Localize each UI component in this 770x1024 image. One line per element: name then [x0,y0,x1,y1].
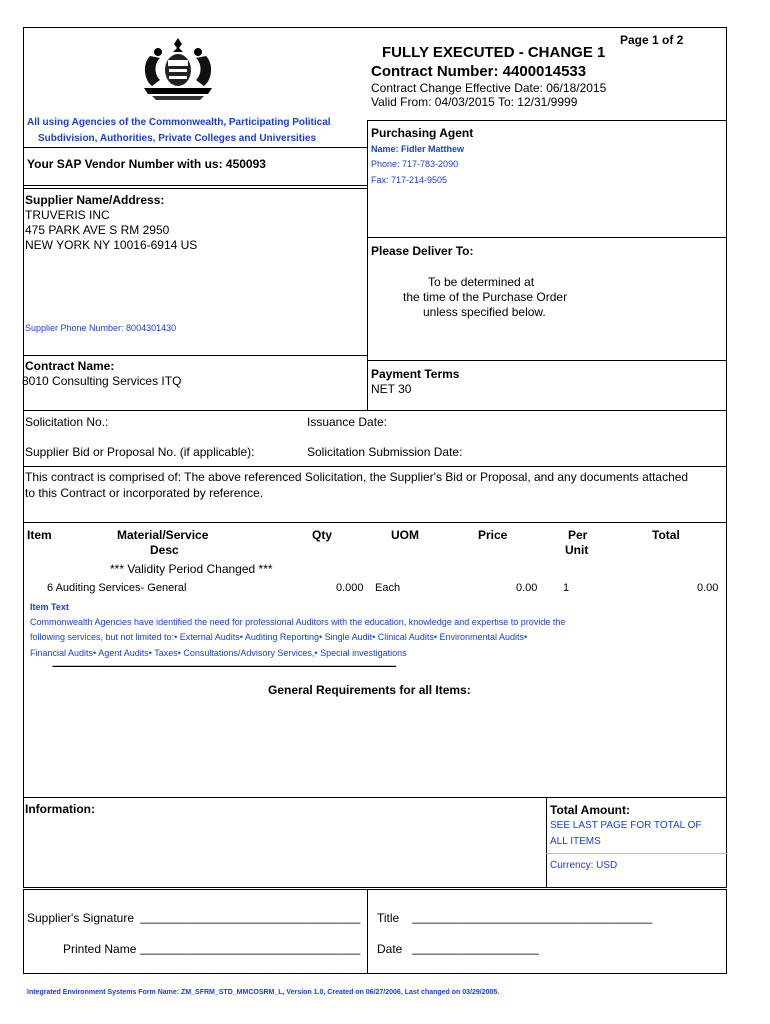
deliver-line-1: To be determined at [428,275,535,289]
payment-terms-label: Payment Terms [371,367,460,381]
supplier-phone: Supplier Phone Number: 8004301430 [25,323,177,333]
contract-name-label: Contract Name: [25,359,115,373]
agent-fax: Fax: 717-214-9505 [371,175,448,185]
supplier-signature-line[interactable]: _________________________________ [140,910,361,924]
commonwealth-seal [138,36,218,102]
item-text-line-1: Commonwealth Agencies have identified the need for professional Auditors with the education, knowledge and expertise to provide the [30,617,566,627]
agent-phone: Phone: 717-783-2090 [371,159,459,169]
total-note-2: ALL ITEMS [550,836,601,847]
date-label: Date [377,942,403,956]
col-total: Total [652,528,680,542]
printed-name-label: Printed Name [63,942,137,956]
supplier-signature-label: Supplier's Signature [27,911,135,925]
agencies-line-2: Subdivision, Authorities, Private Colleges and Universities [38,133,317,144]
solicitation-no: Solicitation No.: [25,415,109,429]
item-text-line-2: following services, but not limited to:• External Audits• Auditing Reporting• Single Audit• Clinical Audits• Environmental Audits• [30,632,528,642]
issuance-date: Issuance Date: [307,415,388,429]
agencies-line-1: All using Agencies of the Commonwealth, Participating Political [27,117,331,128]
col-material: Material/Service [117,528,209,542]
total-amount-label: Total Amount: [550,803,630,817]
deliver-line-2: the time of the Purchase Order [403,290,568,304]
row-qty: 0.000 [336,582,364,594]
general-requirements: General Requirements for all Items: [268,683,471,697]
col-uom: UOM [391,528,419,542]
supplier-name: TRUVERIS INC [25,208,110,222]
page-indicator: Page 1 of 2 [620,33,684,47]
payment-terms-value: NET 30 [371,382,412,396]
validity-changed: *** Validity Period Changed *** [110,562,273,576]
item-text-label: Item Text [30,602,69,612]
agent-name: Name: Fidler Matthew [371,144,465,154]
form-footer: Integrated Environment Systems Form Name: ZM_SFRM_STD_MMCOSRM_L, Version 1.0, Created on 06/27/2006, Last changed on 03/29/2005. [27,989,500,996]
supplier-street: 475 PARK AVE S RM 2950 [25,223,170,237]
information-label: Information: [25,802,95,816]
item-text-line-3: Financial Audits• Agent Audits• Taxes• Consultations/Advisory Services,• Special investigations [30,648,407,658]
row-total: 0.00 [697,582,719,594]
row-desc: 6 Auditing Services- General [47,582,187,594]
printed-name-line[interactable]: _________________________________ [140,941,361,955]
total-note-1: SEE LAST PAGE FOR TOTAL OF [550,820,702,831]
currency: Currency: USD [550,860,618,871]
col-per: Per [568,528,588,542]
title-line[interactable]: ____________________________________ [412,910,653,924]
col-unit: Unit [565,543,589,557]
contract-name-value: 8010 Consulting Services ITQ [22,374,182,388]
comprised-line-1: This contract is comprised of: The above referenced Solicitation, the Supplier's Bid or Proposal, and any documents attached [25,470,689,484]
date-line[interactable]: ___________________ [412,941,539,955]
row-uom: Each [375,582,401,594]
contract-number: Contract Number: 4400014533 [371,63,587,80]
dashed-separator: ---------------------------------------------------------------------------------------------------------------------------------------------------------- [52,661,396,672]
document-title: FULLY EXECUTED - CHANGE 1 [382,44,606,61]
vendor-number: Your SAP Vendor Number with us: 450093 [27,157,266,171]
supplier-city: NEW YORK NY 10016-6914 US [25,238,198,252]
row-per: 1 [563,582,570,594]
bid-proposal-no: Supplier Bid or Proposal No. (if applicable): [25,445,255,459]
supplier-label: Supplier Name/Address: [25,193,165,207]
valid-dates: Valid From: 04/03/2015 To: 12/31/9999 [371,95,578,109]
title-label: Title [377,911,400,925]
comprised-line-2: to this Contract or incorporated by reference. [25,486,264,500]
col-price: Price [478,528,508,542]
col-material-desc: Desc [150,543,179,557]
deliver-label: Please Deliver To: [371,244,474,258]
col-qty: Qty [312,528,333,542]
submission-date: Solicitation Submission Date: [307,445,463,459]
purchasing-agent-label: Purchasing Agent [371,126,474,140]
col-item: Item [27,528,52,542]
deliver-line-3: unless specified below. [423,305,546,319]
change-effective-date: Contract Change Effective Date: 06/18/2015 [371,81,607,95]
row-price: 0.00 [516,582,538,594]
